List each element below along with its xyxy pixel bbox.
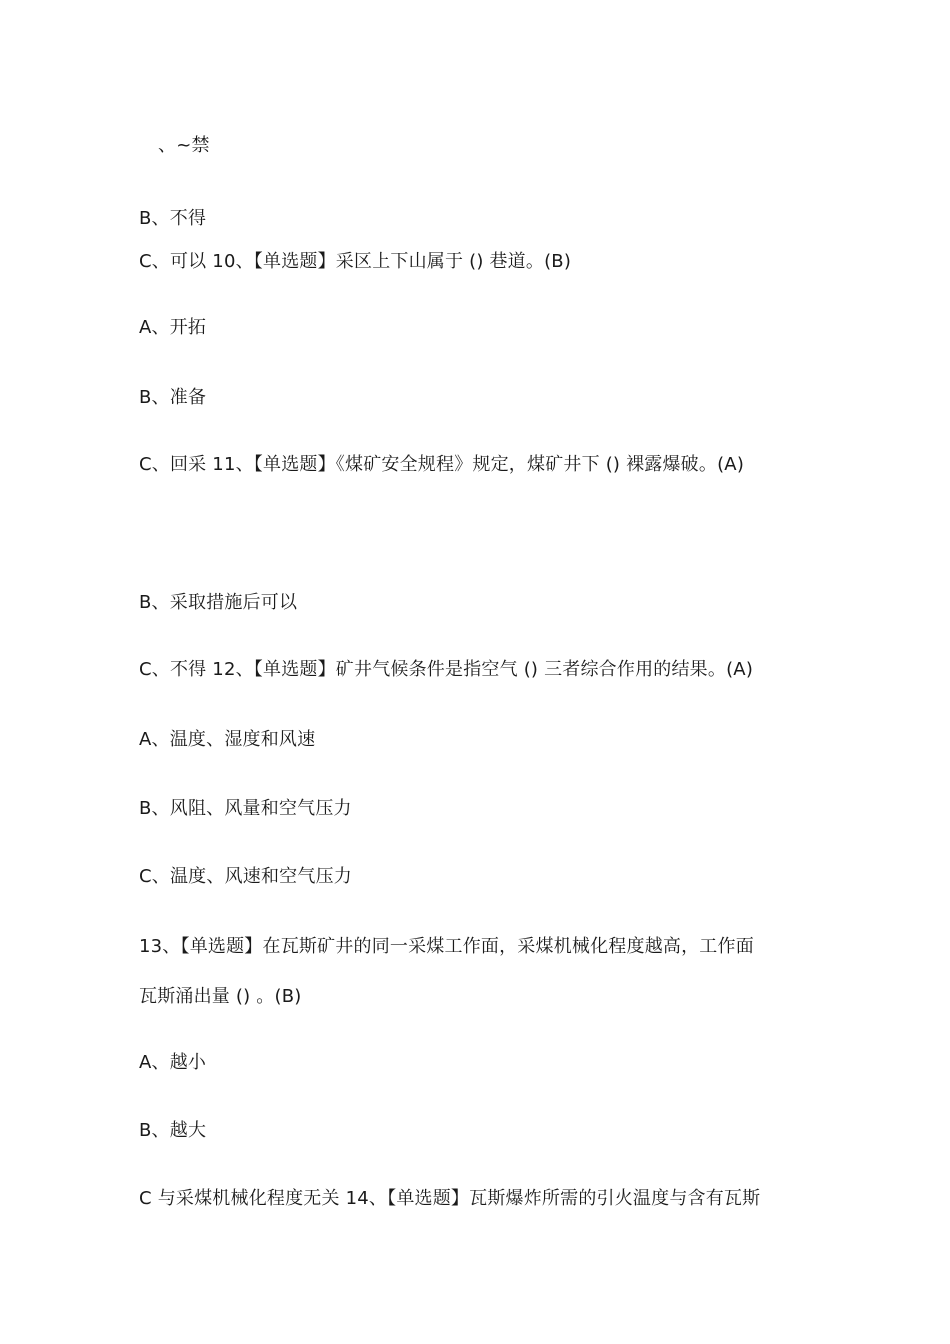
- option-b-q12: B、风阻、风量和空气压力: [139, 798, 352, 819]
- question-13-line-2: 瓦斯涌出量 () 。(B): [139, 986, 302, 1007]
- option-c-q9-question-10: C、可以 10、【单选题】采区上下山属于 () 巷道。(B): [139, 251, 572, 272]
- option-c-q12: C、温度、风速和空气压力: [139, 866, 352, 887]
- option-b-q11: B、采取措施后可以: [139, 592, 298, 613]
- option-b-q10: B、准备: [139, 387, 207, 408]
- option-a-q12: A、温度、湿度和风速: [139, 729, 316, 750]
- option-b-q13: B、越大: [139, 1120, 207, 1141]
- option-c-q10-question-11: C、回采 11、【单选题】《煤矿安全规程》规定，煤矿井下 () 裸露爆破。(A): [139, 454, 745, 475]
- text-line-fragment: 、~禁: [158, 135, 210, 156]
- option-a-q13: A、越小: [139, 1052, 207, 1073]
- option-c-q11-question-12: C、不得 12、【单选题】矿井气候条件是指空气 () 三者综合作用的结果。(A): [139, 659, 754, 680]
- question-13-line-1: 13、【单选题】在瓦斯矿井的同一采煤工作面，采煤机械化程度越高，工作面: [139, 936, 754, 957]
- option-b-q9: B、不得: [139, 208, 207, 229]
- option-a-q10: A、开拓: [139, 317, 207, 338]
- option-c-q13-question-14: C 与采煤机械化程度无关 14、【单选题】瓦斯爆炸所需的引火温度与含有瓦斯: [139, 1188, 761, 1209]
